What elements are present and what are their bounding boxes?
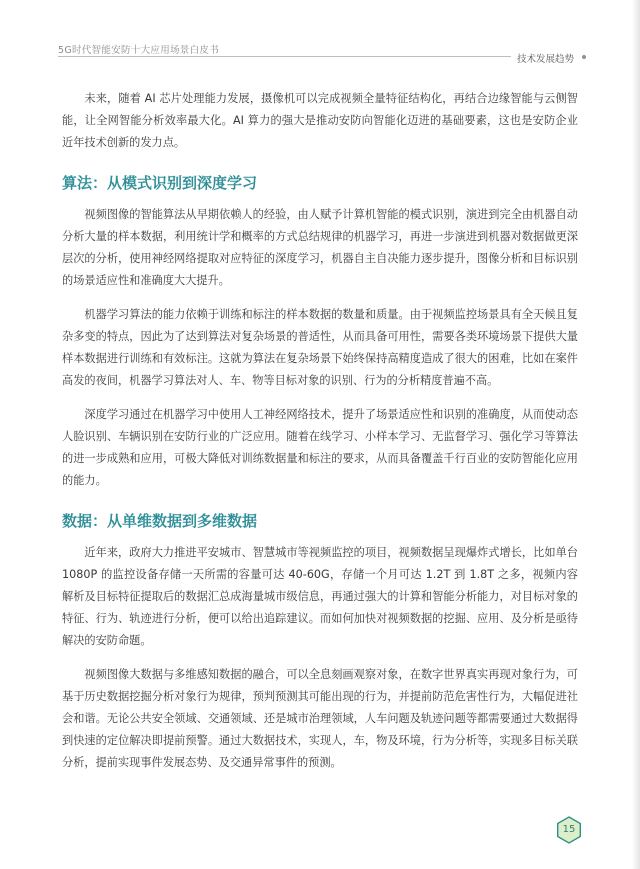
intro-paragraph: 未来，随着 AI 芯片处理能力发展，摄像机可以完成视频全量特征结构化，再结合边缘智能与云侧智能，让全网智能分析效率最大化。AI 算力的强大是推动安防向智能化迈进的基础要素，这也是安防企业近年技术创新的发力点。 <box>62 92 578 149</box>
section-heading-data: 数据：从单维数据到多维数据 <box>62 512 258 530</box>
header-dot-icon <box>582 55 586 59</box>
header-book-title: 5G时代智能安防十大应用场景白皮书 <box>58 45 220 56</box>
algorithm-paragraph-2: 机器学习算法的能力依赖于训练和标注的样本数据的数量和质量。由于视频监控场景具有全天候且复杂多变的特点，因此为了达到算法对复杂场景的普适性，从而具备可用性，需要各类环境场景下提供大量样本数据进行训练和有效标注。这就为算法在复杂场景下始终保持高精度造成了很大的困难，比如在案件高发的夜间，机器学习算法对人、车、物等目标对象的识别、行为的分析精度普遍不高。 <box>62 308 578 387</box>
page-number: 15 <box>562 824 576 835</box>
data-paragraph-1: 近年来，政府大力推进平安城市、智慧城市等视频监控的项目，视频数据呈现爆炸式增长，比如单台 1080P 的监控设备存储一天所需的容量可达 40-60G，存储一个月可达 1.2T 到 1.8T 之多，视频内容解析及目标特征提取后的数据汇总成海量城市级信息，再通过强大的计算和智能分析能力，对目标对象的特征、行为、轨迹进行分析，便可以给出追踪建议。而如何加快对视频数据的挖掘、应用、及分析是亟待解决的安防命题。 <box>62 546 578 647</box>
algorithm-paragraph-1: 视频图像的智能算法从早期依赖人的经验，由人赋予计算机智能的模式识别，演进到完全由机器自动分析大量的样本数据，利用统计学和概率的方式总结规律的机器学习，再进一步演进到机器对数据做更深层次的分析，使用神经网络提取对应特征的深度学习，机器自主自决能力逐步提升，图像分析和目标识别的场景适应性和准确度大大提升。 <box>62 208 578 287</box>
algorithm-paragraph-3: 深度学习通过在机器学习中使用人工神经网络技术，提升了场景适应性和识别的准确度，从而使动态人脸识别、车辆识别在安防行业的广泛应用。随着在线学习、小样本学习、无监督学习、强化学习等算法的进一步成熟和应用，可极大降低对训练数据量和标注的要求，从而具备覆盖千行百业的安防智能化应用的能力。 <box>62 408 578 487</box>
header-chapter-title: 技术发展趋势 <box>511 51 578 65</box>
data-paragraph-2: 视频图像大数据与多维感知数据的融合，可以全息刻画观察对象，在数字世界真实再现对象行为，可基于历史数据挖掘分析对象行为规律，预判预测其可能出现的行为，并提前防范危害性行为，大幅促进社会和谐。无论公共安全领域、交通领域、还是城市治理领域，人车问题及轨迹问题等都需要通过大数据得到快速的定位解决即提前预警。通过大数据技术，实现人，车，物及环境，行为分析等，实现多目标关联分析，提前实现事件发展态势、及交通异常事件的预测。 <box>62 668 578 769</box>
section-heading-algorithm: 算法：从模式识别到深度学习 <box>62 174 258 192</box>
header-rule <box>58 56 578 57</box>
page-edge-shadow <box>632 0 640 869</box>
page-content <box>62 88 578 786</box>
